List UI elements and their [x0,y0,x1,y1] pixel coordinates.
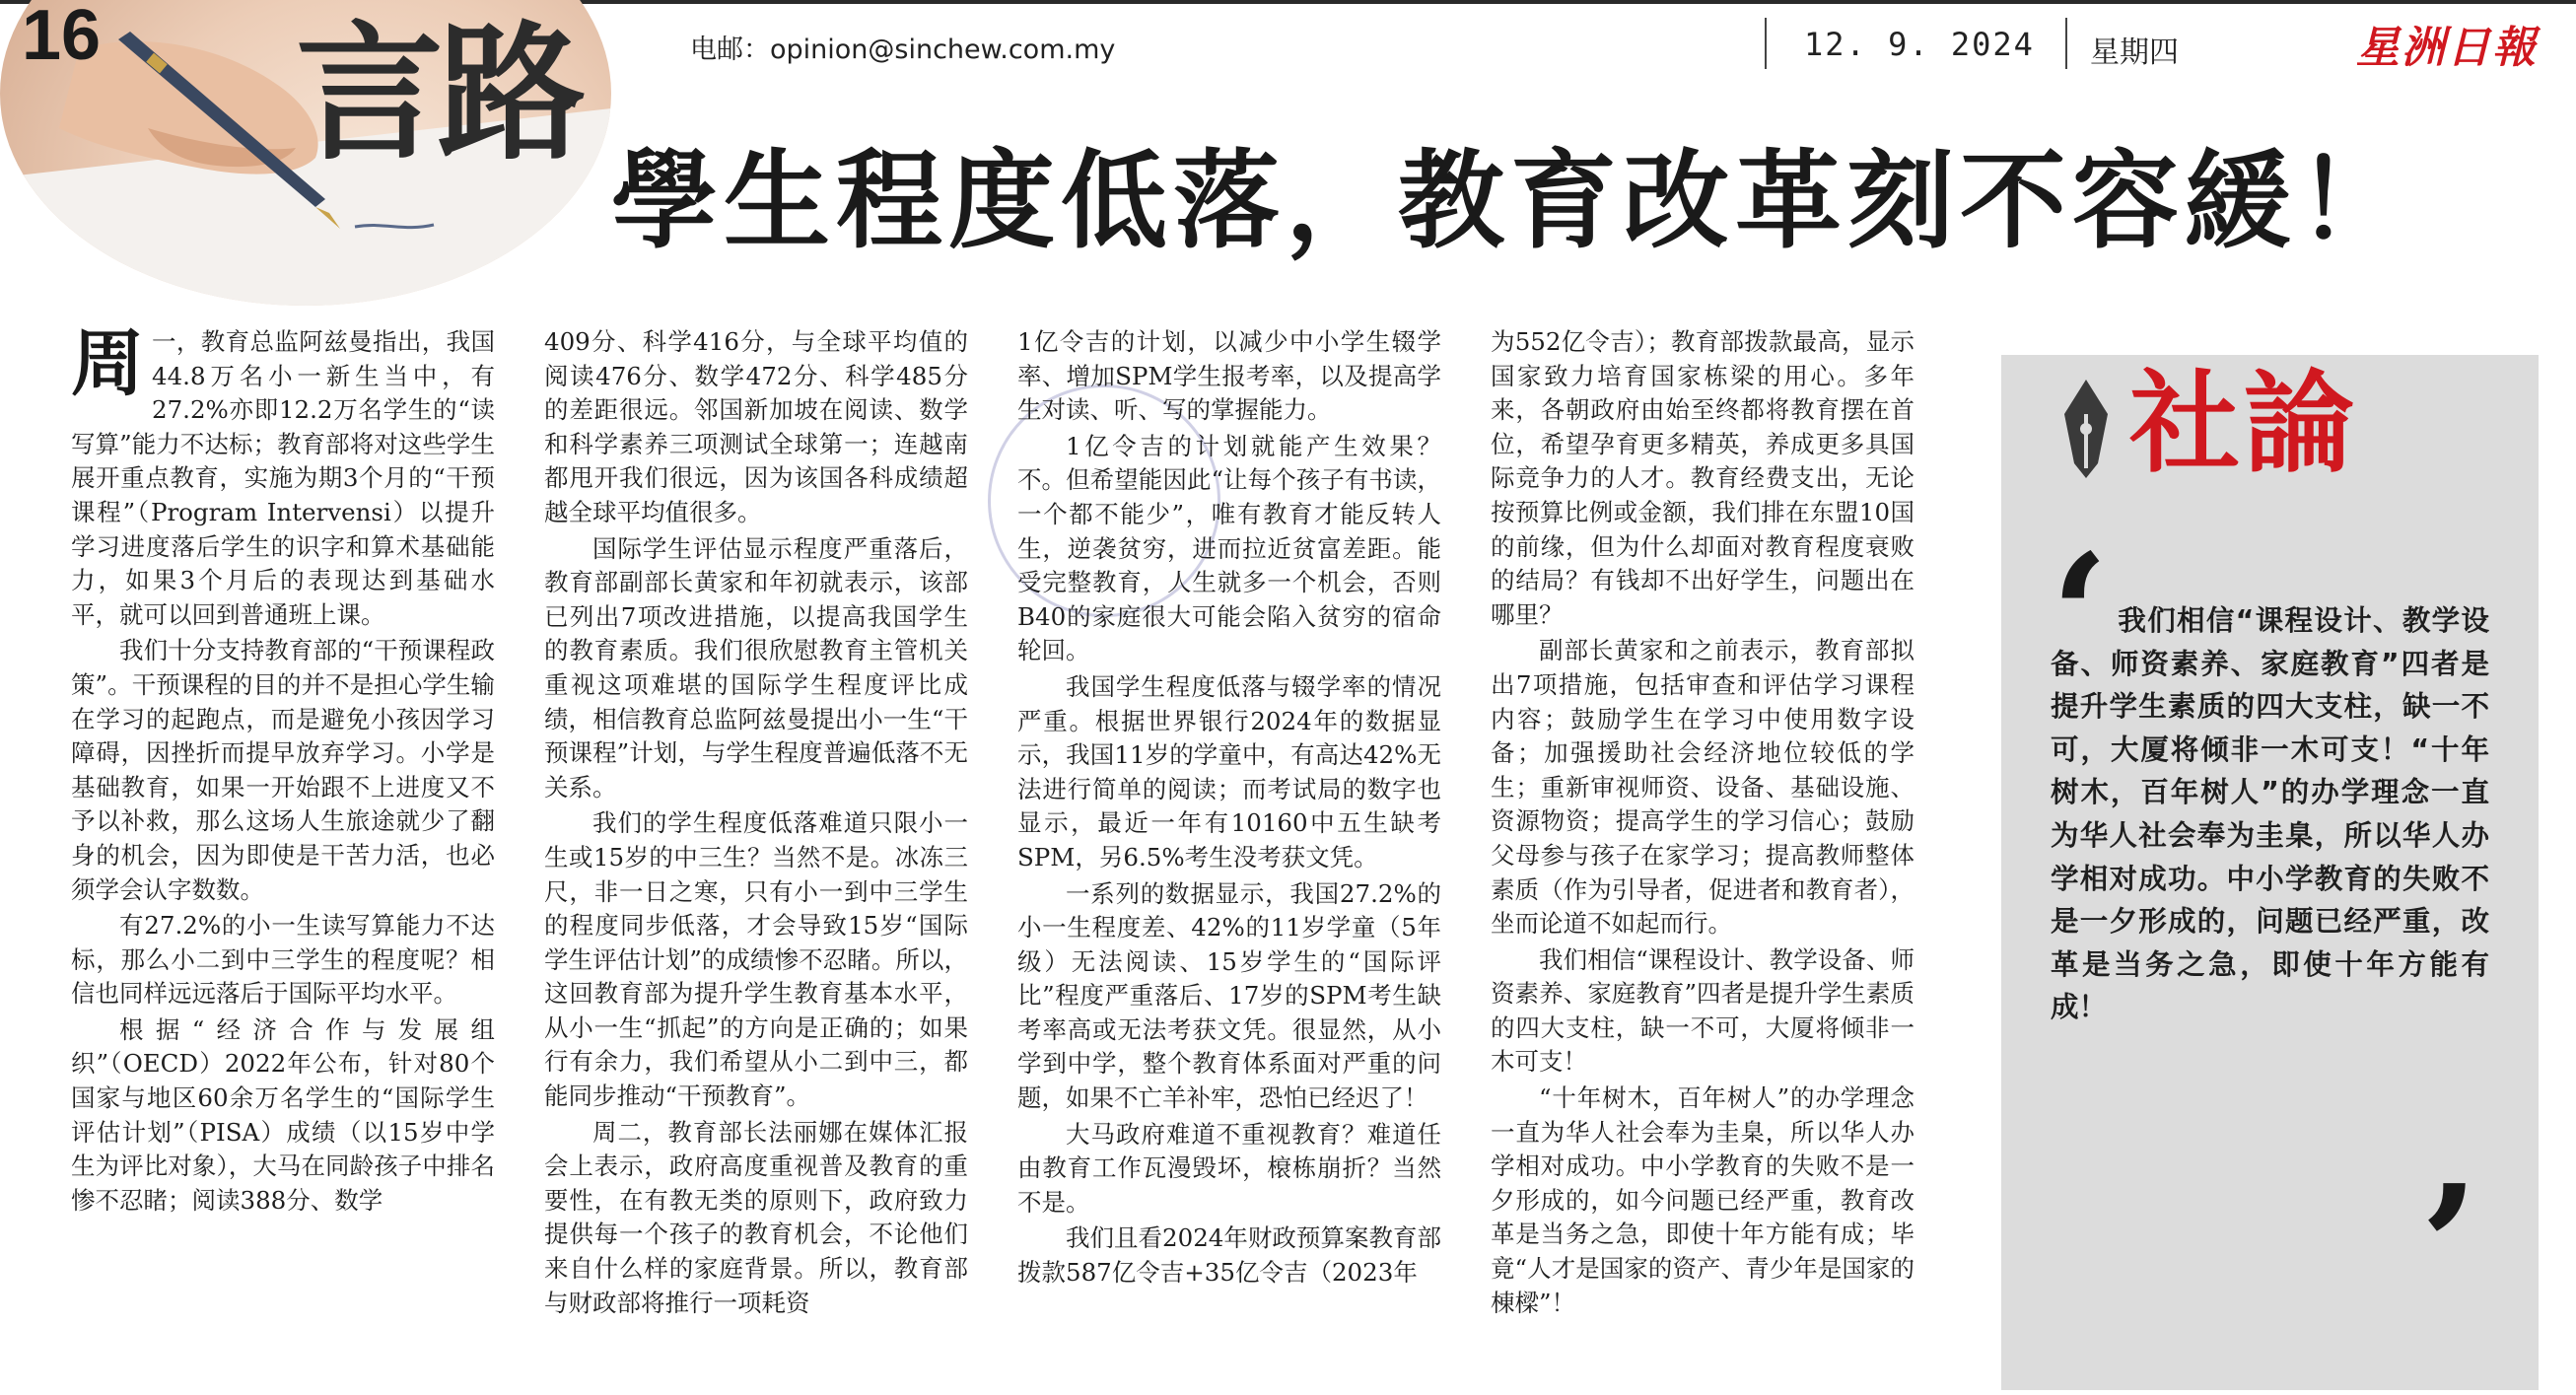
editorial-header [2041,355,2504,503]
article-paragraph: 大马政府难道不重视教育？难道任由教育工作瓦漫毁坏，榱栋崩折？当然不是。 [1017,1119,1441,1217]
page-number: 16 [22,0,102,75]
article-paragraph: 我们十分支持教育部的“干预课程政策”。干预课程的目的并不是担心学生输在学习的起跑点，而是避免小孩因学习障碍，因挫折而提早放弃学习。小学是基础教育，如果一开始跟不上进度又不予以补救，那么这场人生旅途就少了翻身的机会，因为即使是干苦力活，也必须学会认字数数。 [71,636,495,904]
article-paragraph: 一系列的数据显示，我国27.2%的小一生程度差、42%的11岁学童（5年级）无法阅读、15岁学生的“国际评比”程度严重落后、17岁的SPM考生缺考率高或无法考获文凭。很显然，从小学到中学，整个教育体系面对严重的问题，如果不亡羊补牢，恐怕已经迟了！ [1017,878,1441,1113]
article-paragraph: 409分、科学416分，与全球平均值的阅读476分、数学472分、科学485分的差距很远。邻国新加坡在阅读、数学和科学素养三项测试全球第一；连越南都甩开我们很远，因为该国各科成绩超越全球平均值很多。 [544,327,968,526]
article-paragraph: 副部长黄家和之前表示，教育部拟出7项措施，包括审查和评估学习课程内容；鼓励学生在学习中使用数字设备；加强援助社会经济地位较低的学生；重新审视师资、设备、基础设施、资源物资；提高学生的学习信心；鼓励父母参与孩子在家学习；提高教师整体素质（作为引导者，促进者和教育者），坐而论道不如起而行。 [1491,636,1915,939]
editorial-title: 社論 [2129,359,2358,488]
drop-cap: 周 [71,325,144,406]
quote-close-icon: ’ [2420,1149,2479,1346]
email-address[interactable]: 电邮：opinion@sinchew.com.my [690,35,1116,65]
article-paragraph: 我国学生程度低落与辍学率的情况严重。根据世界银行2024年的数据显示，我国11岁的学童中，有高达42%无法进行简单的阅读；而考试局的数字也显示，最近一年有10160中五生缺考SPM，另6.5%考生没考获文凭。 [1017,671,1441,872]
article-column-3 [1017,325,1441,1380]
article-paragraph: 我们的学生程度低落难道只限小一生或15岁的中三生？当然不是。冰冻三尺，非一日之寒，只有小一到中三学生的程度同步低落，才会导致15岁“国际学生评估计划”的成绩惨不忍睹。所以，这回教育部为提升学生教育基本水平，从小一生“抓起”的方向是正确的；如果行有余力，我们希望从小二到中三，都能同步推动“干预教育”。 [544,808,968,1111]
article-paragraph: 国际学生评估显示程度严重落后，教育部副部长黄家和年初就表示，该部已列出7项改进措施，以提高我国学生的教育素质。我们很欣慰教育主管机关重视这项难堪的国际学生程度评比成绩，相信教育总监阿兹曼提出小一生“干预课程”计划，与学生程度普遍低落不无关系。 [544,533,968,802]
masthead-logo: 星洲日報 [2356,23,2538,73]
article-body [71,325,1924,1380]
article-paragraph: 1亿令吉的计划就能产生效果？不。但希望能因此“让每个孩子有书读，一个都不能少”，唯有教育才能反转人生，逆袭贫穷，进而拉近贫富差距。能受完整教育，人生就多一个机会，否则B40的家庭很大可能会陷入贫穷的宿命轮回。 [1017,431,1441,665]
article-headline: 學生程度低落，教育改革刻不容緩！ [611,139,2410,263]
article-column-2 [544,325,968,1380]
article-column-1 [71,325,495,1380]
fountain-pen-icon [2047,375,2125,483]
article-paragraph [71,325,495,632]
paragraph-text: 一，教育总监阿兹曼指出，我国44.8万名小一新生当中，有27.2%亦即12.2万名学生的“读写算”能力不达标；教育部将对这些学生展开重点教育，实施为期3个月的“干预课程”（Program Intervensi）以提升学习进度落后学生的识字和算术基础能力，如果3个月后的表现达到基础水平，就可以回到普通班上课。 [71,327,495,629]
article-column-4 [1491,325,1915,1380]
article-paragraph: 1亿令吉的计划，以减少中小学生辍学率、增加SPM学生报考率，以及提高学生对读、听、写的掌握能力。 [1017,327,1441,425]
article-paragraph: 有27.2%的小一生读写算能力不达标，那么小二到中三学生的程度呢？相信也同样远远落后于国际平均水平。 [71,911,495,1009]
editorial-text: 我们相信“课程设计、教学设备、师资素养、家庭教育”四者是提升学生素质的四大支柱，缺一不可，大厦将倾非一木可支！“十年树木，百年树人”的办学理念一直为华人社会奉为圭臬，所以华人办学相对成功。中小学教育的失败不是一夕形成的，问题已经严重，改革是当务之急，即使十年方能有成！ [2051,604,2489,1024]
article-paragraph: 周二，教育部长法丽娜在媒体汇报会上表示，政府高度重视普及教育的重要性，在有教无类的原则下，政府致力提供每一个孩子的教育机会，不论他们来自什么样的家庭背景。所以，教育部与财政部将推行一项耗资 [544,1117,968,1317]
section-title: 言路 [296,7,581,180]
issue-weekday: 星期四 [2090,35,2179,70]
article-paragraph: 我们相信“课程设计、教学设备、师资素养、家庭教育”四者是提升学生素质的四大支柱，缺一不可，大厦将倾非一木可支！ [1491,944,1915,1077]
quote-open-icon: ‘ [2051,518,2110,715]
header-divider [1765,18,1767,69]
header-divider [2065,18,2067,69]
article-paragraph: “十年树木，百年树人”的办学理念一直为华人社会奉为圭臬，所以华人办学相对成功。中小学教育的失败不是一夕形成的，如今问题已经严重，教育改革是当务之急，即使十年方能有成；毕竟“人才是国家的资产、青少年是国家的棟樑”！ [1491,1083,1915,1317]
editorial-box [2001,355,2539,1390]
article-paragraph: 为552亿令吉）；教育部拨款最高，显示国家致力培育国家栋梁的用心。多年来，各朝政府由始至终都将教育摆在首位，希望孕育更多精英，养成更多具国际竞争力的人才。教育经费支出，无论按预算比例或金额，我们排在东盟10国的前缘，但为什么却面对教育程度衰败的结局？有钱却不出好学生，问题出在哪里？ [1491,327,1915,629]
article-paragraph: 我们且看2024年财政预算案教育部拨款587亿令吉+35亿令吉（2023年 [1017,1223,1441,1288]
issue-date: 12. 9. 2024 [1804,26,2035,63]
article-paragraph: 根据“经济合作与发展组织”（OECD）2022年公布，针对80个国家与地区60余万名学生的“国际学生评估计划”（PISA）成绩（以15岁中学生为评比对象），大马在同龄孩子中排名惨不忍睹；阅读388分、数学 [71,1014,495,1215]
